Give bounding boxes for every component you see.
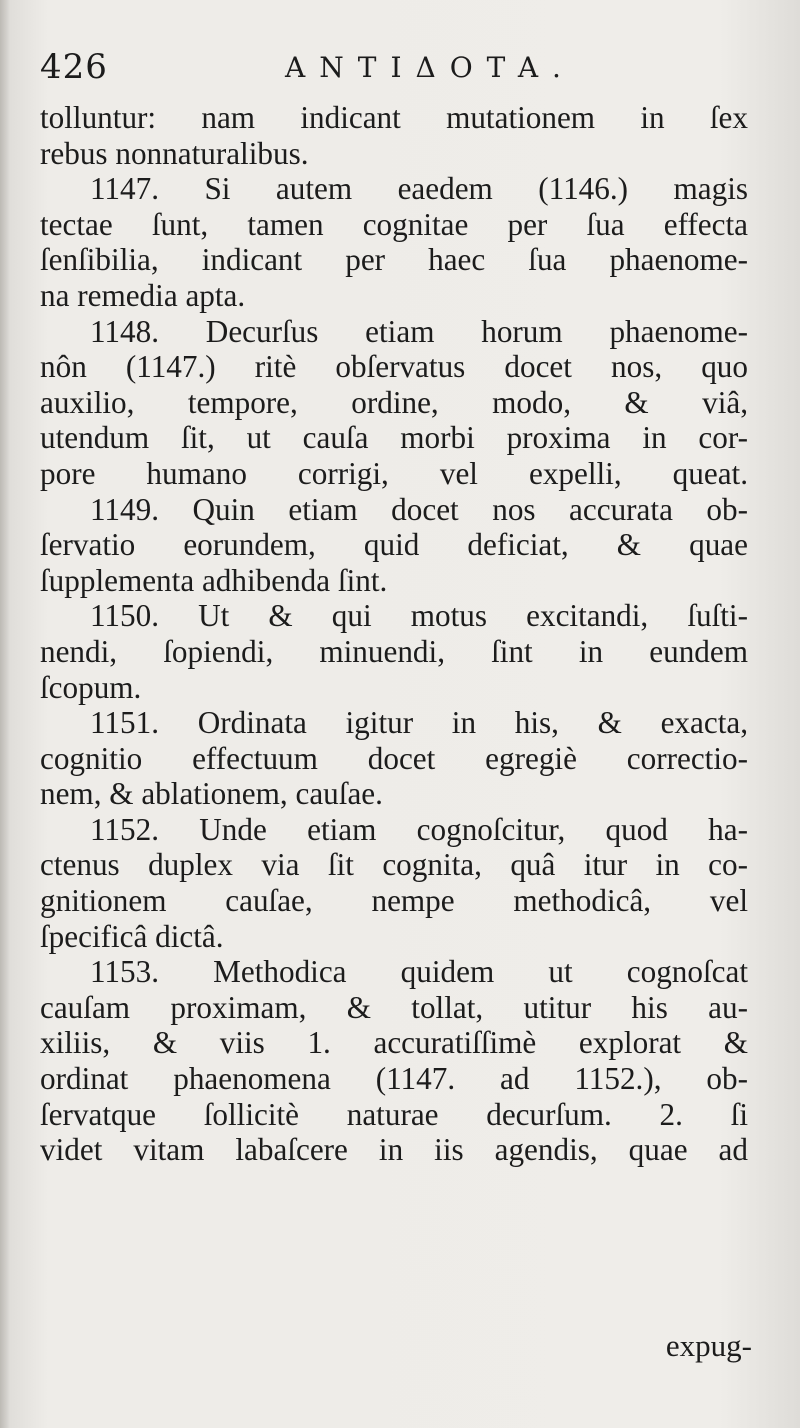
text-line: ſcopum. [40,669,142,705]
text-line: ſupplementa adhibenda ſint. [40,562,388,598]
text-line: ſpecificâ dictâ. [40,918,224,954]
text-line: ordinat phaenomena (1147. ad 1152.), ob- [40,1061,748,1097]
text-line: cauſam proximam, & tollat, utitur his au- [40,989,748,1025]
text-line: ſenſibilia, indicant per haec ſua phaenome- [40,242,748,278]
text-line: ctenus duplex via ſit cognita, quâ itur in co- [40,847,748,883]
text-line: videt vitam labaſcere in iis agendis, quae ad [40,1132,748,1168]
text-line: 1149. Quin etiam docet nos accurata ob- [90,491,748,527]
catchword: expug- [665,1328,752,1363]
page-number: 426 [40,47,108,87]
text-line: 1147. Si autem eaedem (1146.) magis [90,171,748,207]
text-line: nendi, ſopiendi, minuendi, ſint in eundem [40,633,748,669]
text-line: tectae ſunt, tamen cognitae per ſua effecta [40,206,748,242]
text-line: 1152. Unde etiam cognoſcitur, quod ha- [90,811,748,847]
text-line: 1148. Decurſus etiam horum phaenome- [90,313,748,349]
page-header [40,45,760,95]
text-line: pore humano corrigi, vel expelli, queat. [40,455,748,491]
text-line: ſervatque ſollicitè naturae decurſum. 2. ſi [40,1096,748,1132]
text-line: ſervatio eorundem, quid deficiat, & quae [40,527,748,563]
text-line: rebus nonnaturalibus. [40,135,309,171]
text-line: 1150. Ut & qui motus excitandi, ſuſti- [90,598,748,634]
text-line: nem, & ablationem, cauſae. [40,776,383,812]
text-line: nôn (1147.) ritè obſervatus docet nos, quo [40,349,748,385]
body-text [40,100,748,1168]
text-line: 1153. Methodica quidem ut cognoſcat [90,954,748,990]
text-line: na remedia apta. [40,277,246,313]
text-line: 1151. Ordinata igitur in his, & exacta, [90,705,748,741]
text-line: tolluntur: nam indicant mutationem in ſex [40,100,748,135]
text-line: utendum ſit, ut cauſa morbi proxima in cor- [40,420,748,456]
text-line: gnitionem cauſae, nempe methodicâ, vel [40,883,748,919]
running-title: ANTIΔOTA. [285,51,575,84]
text-line: auxilio, tempore, ordine, modo, & viâ, [40,384,748,420]
text-line: xiliis, & viis 1. accuratiſſimè explorat & [40,1025,748,1061]
text-line: cognitio effectuum docet egregiè correctio- [40,740,748,776]
